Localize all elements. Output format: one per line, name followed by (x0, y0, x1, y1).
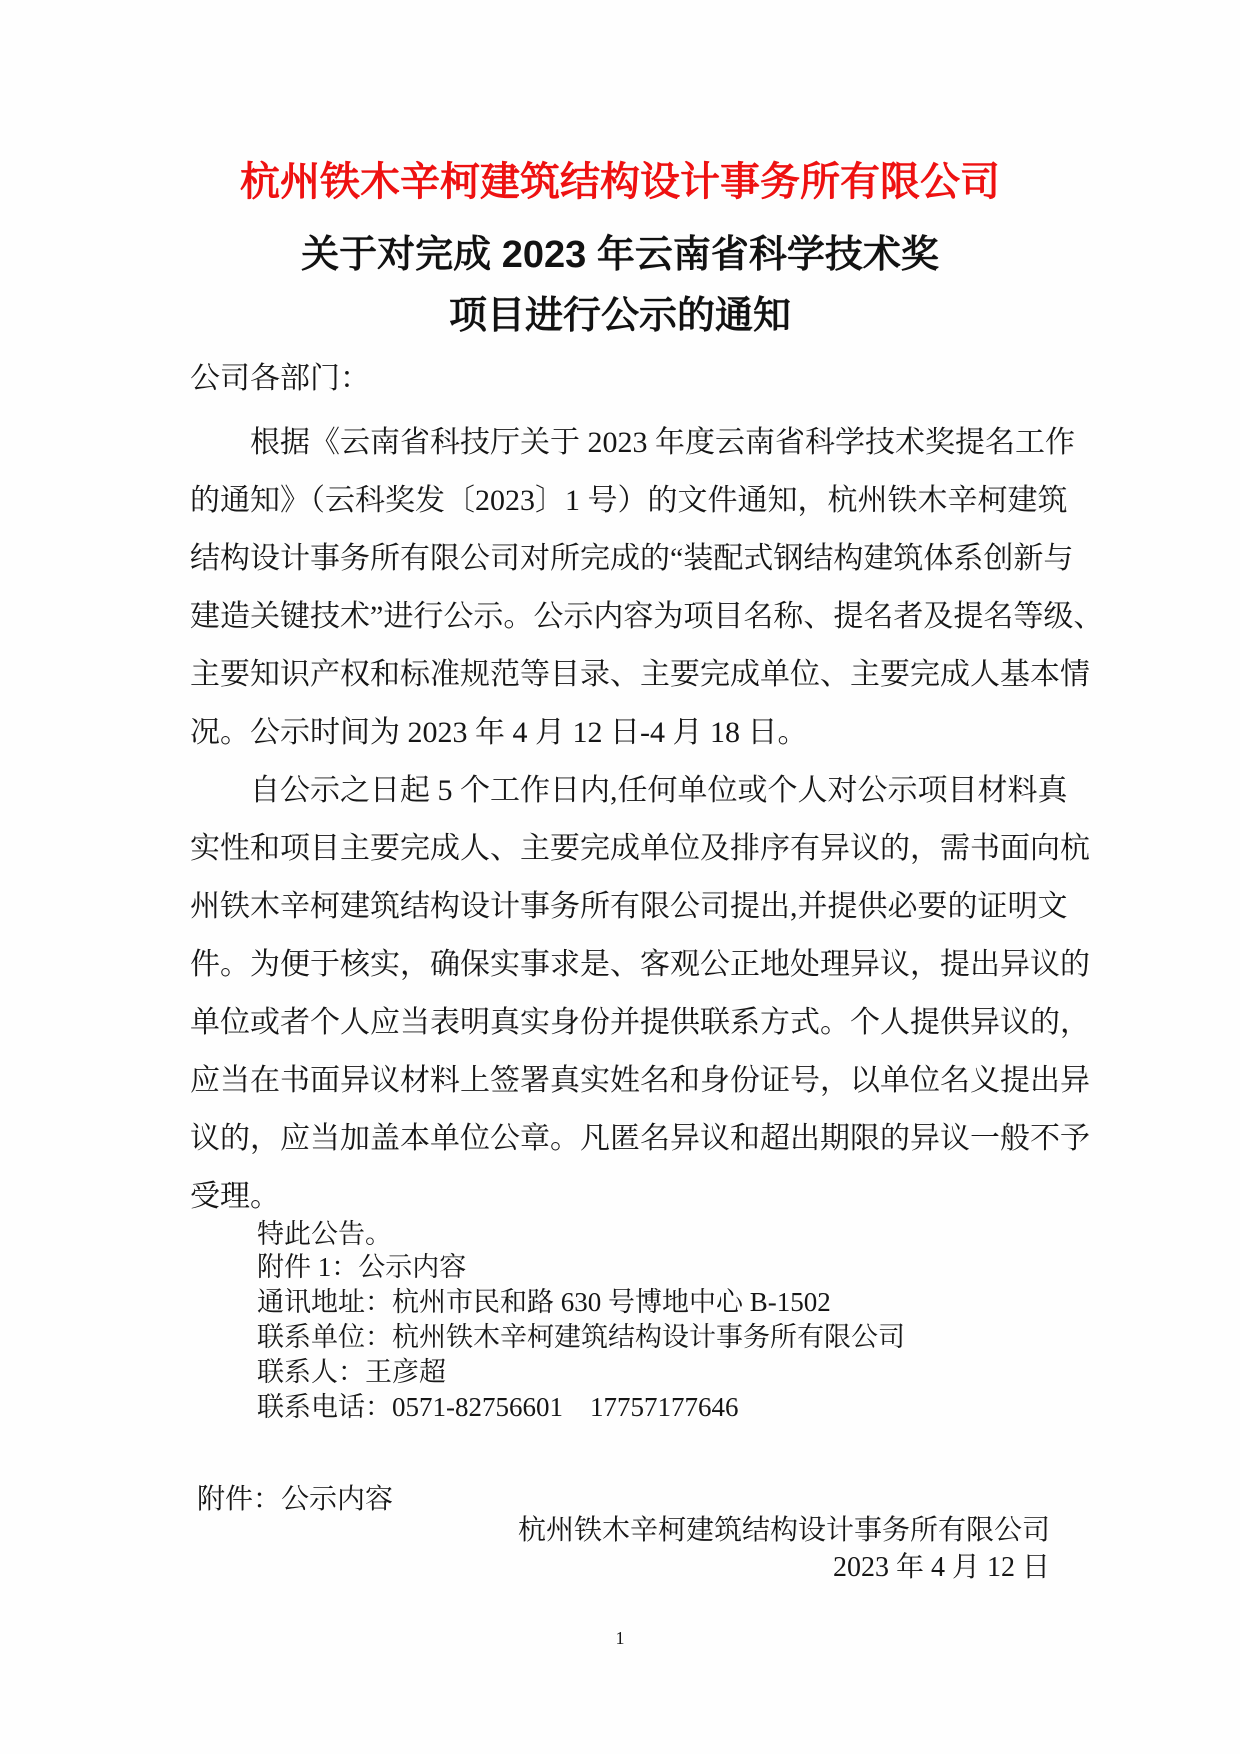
paragraph-2-line: 实性和项目主要完成人、主要完成单位及排序有异议的，需书面向杭 (190, 832, 1090, 865)
contact-line: 联系人：王彦超 (257, 1357, 446, 1387)
paragraph-2-line: 州铁木辛柯建筑结构设计事务所有限公司提出,并提供必要的证明文 (190, 890, 1068, 923)
paragraph-2-line: 件。为便于核实，确保实事求是、客观公正地处理异议，提出异议的 (190, 948, 1090, 981)
contact-line: 联系电话：0571-82756601 17757177646 (257, 1392, 739, 1422)
paragraph-2 (190, 762, 1090, 1226)
paragraph-1-line: 况。公示时间为 2023 年 4 月 12 日-4 月 18 日。 (190, 716, 808, 749)
page-number: 1 (615, 1628, 625, 1648)
signature-company: 杭州铁木辛柯建筑结构设计事务所有限公司 (517, 1515, 1050, 1546)
contact-line: 附件 1：公示内容 (257, 1252, 467, 1282)
notice-title-line2: 项目进行公示的通知 (448, 295, 791, 337)
paragraph-1-line: 建造关键技术”进行公示。公示内容为项目名称、提名者及提名等级、 (190, 600, 1104, 633)
company-title: 杭州铁木辛柯建筑结构设计事务所有限公司 (240, 160, 1000, 204)
paragraph-1 (190, 414, 1104, 762)
paragraph-1-line: 结构设计事务所有限公司对所完成的“装配式钢结构建筑体系创新与 (190, 542, 1074, 575)
paragraph-2-line: 议的，应当加盖本单位公章。凡匿名异议和超出期限的异议一般不予 (190, 1122, 1090, 1155)
paragraph-2-line: 受理。 (190, 1180, 280, 1213)
notice-title-line1: 关于对完成 2023 年云南省科学技术奖 (301, 234, 939, 276)
contact-line: 通讯地址：杭州市民和路 630 号博地中心 B-1502 (257, 1287, 831, 1317)
contact-block (257, 1250, 905, 1425)
closing-declaration: 特此公告。 (257, 1219, 392, 1249)
attachment-label: 附件：公示内容 (197, 1484, 394, 1515)
paragraph-2-line: 应当在书面异议材料上签署真实姓名和身份证号，以单位名义提出异 (190, 1064, 1090, 1097)
paragraph-1-line: 的通知》（云科奖发〔2023〕1 号）的文件通知，杭州铁木辛柯建筑 (190, 484, 1068, 517)
signature-date: 2023 年 4 月 12 日 (832, 1552, 1050, 1583)
paragraph-2-line: 自公示之日起 5 个工作日内,任何单位或个人对公示项目材料真 (250, 774, 1068, 807)
paragraph-1-line: 根据《云南省科技厅关于 2023 年度云南省科学技术奖提名工作 (250, 426, 1075, 459)
paragraph-1-line: 主要知识产权和标准规范等目录、主要完成单位、主要完成人基本情 (190, 658, 1090, 691)
contact-line: 联系单位：杭州铁木辛柯建筑结构设计事务所有限公司 (257, 1322, 905, 1352)
salutation: 公司各部门： (190, 362, 370, 395)
paragraph-2-line: 单位或者个人应当表明真实身份并提供联系方式。个人提供异议的， (190, 1006, 1090, 1039)
